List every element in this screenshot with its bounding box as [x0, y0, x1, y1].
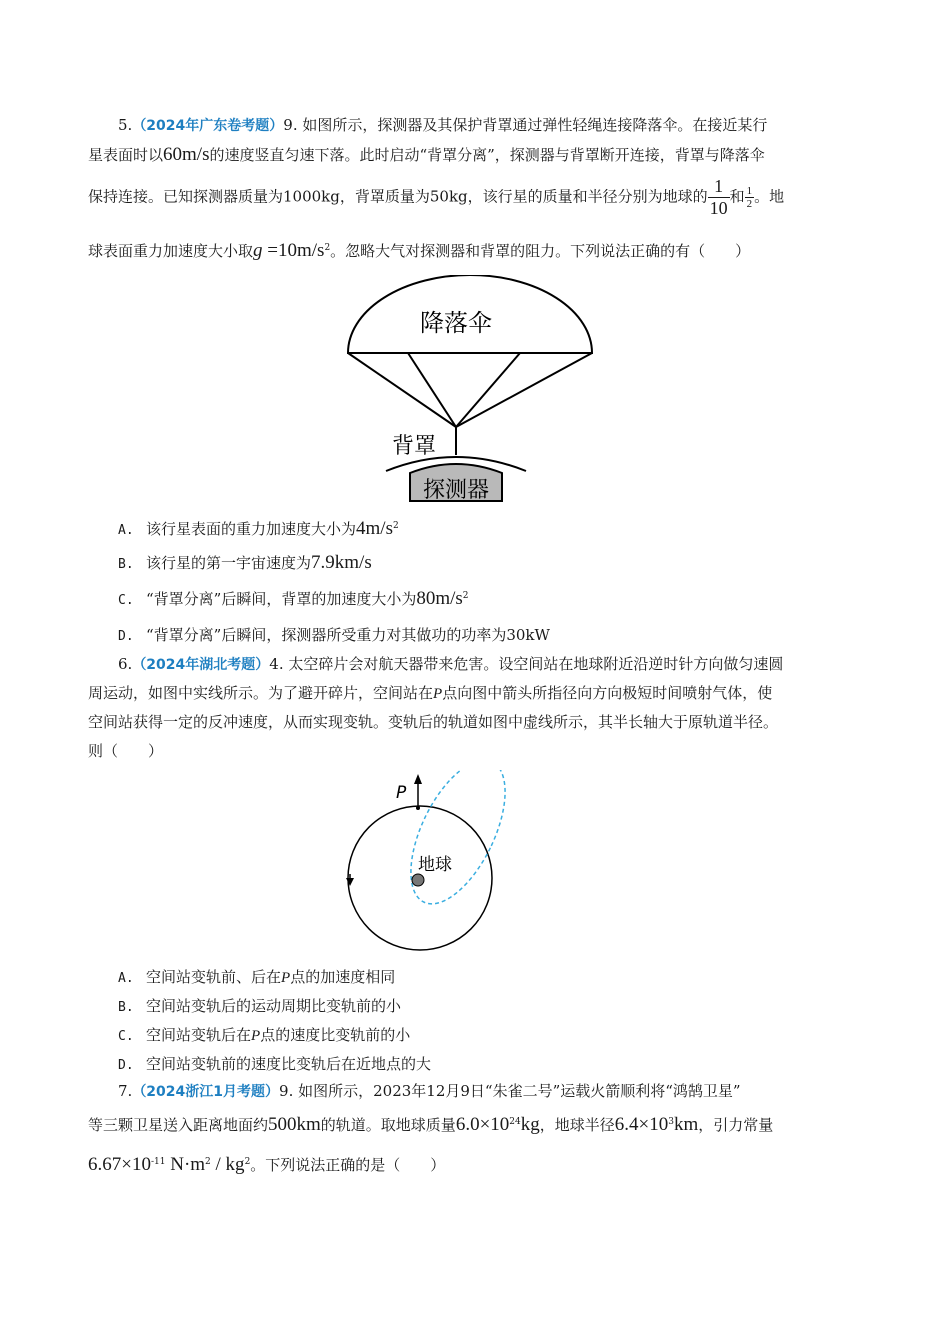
parachute-cord-left — [348, 353, 456, 427]
option-key: C. — [118, 1029, 134, 1044]
q7-earth-mass-exponent: 24 — [509, 1117, 521, 1127]
frac2-denominator: 2 — [746, 198, 753, 210]
option-point-p: P — [281, 970, 291, 986]
probe-label: 探测器 — [422, 478, 490, 503]
parachute-diagram — [340, 275, 600, 507]
q5-number: 5. — [118, 116, 133, 134]
q6-line4 — [88, 740, 868, 761]
q5-line4 — [88, 240, 868, 262]
frac2-numerator: 1 — [746, 185, 753, 197]
option-key: D. — [118, 629, 134, 644]
q6-text-4: 则（ ） — [88, 742, 164, 760]
frac1-numerator: 1 — [708, 176, 730, 198]
option-key: B. — [118, 557, 134, 572]
q6-number: 6. — [118, 655, 133, 673]
option-exponent: 2 — [392, 521, 399, 531]
q5-line3 — [88, 176, 868, 219]
q7-earth-mass-unit: kg — [520, 1114, 540, 1135]
option-exponent: 2 — [462, 591, 469, 601]
q5-line1 — [88, 114, 868, 135]
q5-text-2b: 的速度竖直匀速下落。此时启动“背罩分离”，探测器与背罩断开连接，背罩与降落伞 — [209, 146, 765, 164]
option-key: C. — [118, 593, 134, 608]
option-value: 80m/s — [416, 588, 463, 609]
option-key: D. — [118, 1058, 134, 1073]
option-text: 空间站变轨前、后在 — [146, 968, 282, 986]
q5-text-4b: 。忽略大气对探测器和背罩的阻力。下列说法正确的有（ ） — [330, 242, 751, 260]
counterclockwise-arrow-icon — [346, 878, 354, 886]
option-key: B. — [118, 1000, 134, 1015]
point-p-marker — [416, 806, 420, 810]
q7-line3 — [88, 1154, 868, 1176]
q7-earth-radius-unit: km — [673, 1114, 699, 1135]
option-text: 空间站变轨前的速度比变轨后在近地点的大 — [146, 1055, 432, 1073]
q5-text-3b: 和 — [729, 187, 745, 206]
q7-line2 — [88, 1114, 868, 1136]
q7-text-3: 。下列说法正确的是（ ） — [250, 1156, 446, 1174]
frac1-denominator: 10 — [709, 198, 728, 218]
q5-line2 — [88, 144, 868, 166]
q5-g-exponent: 2 — [324, 243, 331, 253]
q5-text-2a: 星表面时以 — [88, 146, 164, 164]
parachute-label: 降落伞 — [420, 309, 492, 337]
option-text: “背罩分离”后瞬间，背罩的加速度大小为 — [146, 590, 417, 608]
q6-option-d[interactable] — [118, 1053, 431, 1074]
q5-fraction-mass — [708, 176, 730, 219]
q7-earth-mass: 6.0×10 — [455, 1114, 510, 1135]
q7-g-exponent: -11 — [150, 1157, 166, 1167]
q7-source-tag: （2024浙江1月考题） — [132, 1084, 280, 1100]
q6-text-3: 空间站获得一定的反冲速度，从而实现变轨。变轨后的轨道如图中虚线所示，其半长轴大于原轨道半径。 — [88, 713, 779, 731]
q7-unit-part1: N·m — [165, 1154, 206, 1175]
q7-earth-radius: 6.4×10 — [614, 1114, 669, 1135]
parachute-cord-inner-right — [456, 353, 520, 427]
orbit-diagram — [330, 770, 510, 954]
q6-text-1: 4. 太空碎片会对航天器带来危害。设空间站在地球附近沿逆时针方向做匀速圆 — [269, 655, 784, 673]
option-key: A. — [118, 523, 134, 538]
option-text: 该行星表面的重力加速度大小为 — [146, 520, 357, 538]
earth-icon — [412, 874, 424, 886]
q5-text-4a: 球表面重力加速度大小取 — [88, 242, 254, 260]
option-text-post: 点的速度比变轨前的小 — [260, 1026, 411, 1044]
q6-source-tag: （2024年湖北考题） — [132, 657, 270, 673]
q6-point-p: P — [433, 686, 443, 702]
q7-gravitational-constant: 6.67×10 — [88, 1154, 151, 1175]
q5-text-1: 9. 如图所示，探测器及其保护背罩通过弹性轻绳连接降落伞。在接近某行 — [283, 116, 768, 134]
q7-earth-radius-exponent: 3 — [668, 1117, 674, 1127]
q7-unit-exp2: 2 — [244, 1157, 251, 1167]
option-text: 该行星的第一宇宙速度为 — [146, 554, 312, 572]
point-p-label: P — [396, 783, 407, 803]
option-text: “背罩分离”后瞬间，探测器所受重力对其做功的功率为30kW — [146, 626, 550, 644]
q7-text-1: 9. 如图所示，2023年12月9日“朱雀二号”运载火箭顺利将“鸿鹄卫星” — [279, 1082, 741, 1100]
q6-option-b[interactable] — [118, 995, 401, 1016]
q6-option-a[interactable] — [118, 966, 395, 987]
q5-text-3a: 保持连接。已知探测器质量为1000kg，背罩质量为50kg，该行星的质量和半径分别为地球的 — [88, 187, 708, 206]
q7-text-2b: 的轨道。取地球质量 — [320, 1116, 456, 1134]
earth-label: 地球 — [418, 855, 452, 875]
q6-option-c[interactable] — [118, 1024, 410, 1045]
q5-option-d[interactable] — [118, 624, 550, 645]
q6-line1 — [88, 653, 868, 674]
parachute-cord-right — [456, 353, 592, 427]
option-text: 空间站变轨后的运动周期比变轨前的小 — [146, 997, 402, 1015]
q7-unit-part2: / kg — [210, 1154, 245, 1175]
q7-text-2a: 等三颗卫星送入距离地面约 — [88, 1116, 269, 1134]
q7-text-2d: ，引力常量 — [698, 1116, 774, 1134]
q5-speed-value: 60m/s — [163, 144, 210, 165]
q5-g-symbol: g — [253, 240, 263, 261]
q7-text-2c: ，地球半径 — [539, 1116, 615, 1134]
q5-text-3c: 。地 — [754, 187, 785, 206]
parachute-cord-inner-left — [408, 353, 456, 427]
backshell-label: 背罩 — [391, 434, 437, 459]
q5-option-b[interactable] — [118, 552, 372, 574]
q5-g-value: =10m/s — [262, 240, 325, 261]
option-key: A. — [118, 971, 134, 986]
option-value: 4m/s — [356, 518, 393, 539]
q6-line3 — [88, 711, 868, 732]
q6-text-2b: 点向图中箭头所指径向方向极短时间喷射气体，使 — [442, 684, 773, 702]
option-value: 7.9km/s — [311, 552, 372, 573]
option-text: 空间站变轨后在 — [146, 1026, 252, 1044]
q5-source-tag: （2024年广东卷考题） — [132, 118, 284, 134]
q7-number: 7. — [118, 1082, 133, 1100]
q6-text-2a: 周运动，如图中实线所示。为了避开碎片，空间站在 — [88, 684, 434, 702]
option-text-post: 点的加速度相同 — [290, 968, 396, 986]
q7-unit-exp1: 2 — [205, 1157, 211, 1167]
q6-line2 — [88, 682, 868, 703]
radial-arrow-icon — [414, 774, 422, 784]
new-orbit-dashed — [391, 770, 510, 918]
q7-line1 — [88, 1080, 868, 1101]
option-point-p: P — [251, 1028, 261, 1044]
q5-option-a[interactable] — [118, 518, 399, 540]
q5-fraction-radius — [745, 185, 755, 210]
q7-altitude-value: 500km — [268, 1114, 321, 1135]
q5-option-c[interactable] — [118, 588, 469, 610]
